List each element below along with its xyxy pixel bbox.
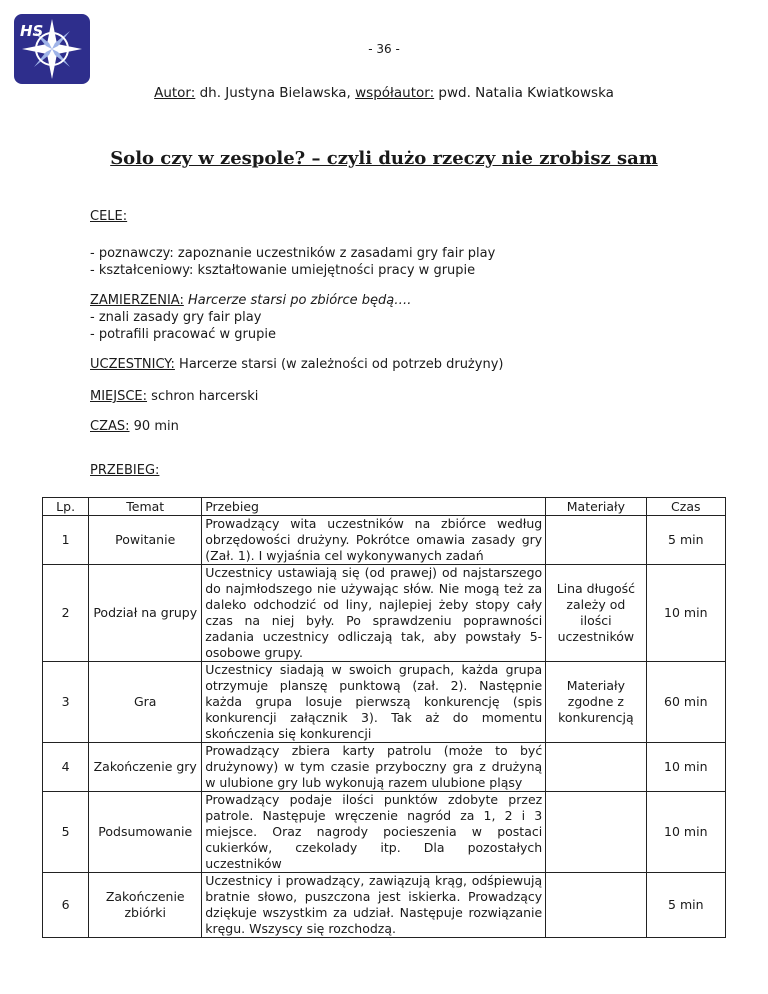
logo-text: HS xyxy=(20,22,44,40)
table-row xyxy=(43,873,726,938)
authors-line xyxy=(0,85,768,101)
cell-materialy xyxy=(546,743,646,792)
miejsce-label: MIEJSCE: xyxy=(90,389,148,404)
cell-temat: Powitanie xyxy=(89,516,202,565)
uczestnicy-value: Harcerze starsi (w zależności od potrzeb drużyny) xyxy=(179,357,504,372)
uczestnicy-line xyxy=(90,356,503,373)
cell-lp: 3 xyxy=(43,662,89,743)
cell-czas: 5 min xyxy=(646,873,725,938)
cell-przebieg: Prowadzący wita uczestników na zbiórce według obrzędowości drużyny. Pokrótce omawia zasady gry (Zał. 1). I wyjaśnia cel wykonywanych zadań xyxy=(202,516,546,565)
cell-czas: 10 min xyxy=(646,792,725,873)
cell-lp: 1 xyxy=(43,516,89,565)
cell-lp: 6 xyxy=(43,873,89,938)
header-lp: Lp. xyxy=(43,498,89,516)
table-row xyxy=(43,743,726,792)
cell-temat: Zakończenie zbiórki xyxy=(89,873,202,938)
table-header-row xyxy=(43,498,726,516)
header-przebieg: Przebieg xyxy=(202,498,546,516)
czas-value: 90 min xyxy=(133,419,179,434)
header-temat: Temat xyxy=(89,498,202,516)
cell-przebieg: Uczestnicy ustawiają się (od prawej) od najstarszego do najmłodszego nie używając słów. Nie mogą też za daleko odchodzić od liny, najlepiej żeby stopy cały czas na niej były. Po sprawdzeniu poprawności zadania uczestnicy odliczają tak, aby powstały 5-osobowe grupy. xyxy=(202,565,546,662)
uczestnicy-label: UCZESTNICY: xyxy=(90,357,175,372)
cell-temat: Gra xyxy=(89,662,202,743)
coauthor-label: współautor: xyxy=(355,85,435,101)
przebieg-label: PRZEBIEG: xyxy=(90,463,160,478)
cell-czas: 60 min xyxy=(646,662,725,743)
cell-temat: Podział na grupy xyxy=(89,565,202,662)
author-label: Autor: xyxy=(154,85,196,101)
cell-przebieg: Uczestnicy siadają w swoich grupach, każda grupa otrzymuje planszę punktową (zał. 2). Następnie każda grupa losuje pierwszą konkurencję (spis konkurencji załącznik 3). Tak aż do momentu skończenia się konkurencji xyxy=(202,662,546,743)
coauthor-name: pwd. Natalia Kwiatkowska xyxy=(438,85,614,101)
header-materialy: Materiały xyxy=(546,498,646,516)
cell-przebieg: Prowadzący zbiera karty patrolu (może to być drużynowy) w tym czasie przyboczny gra z drużyną w ulubione gry lub wykonują razem ulubione pląsy xyxy=(202,743,546,792)
cell-temat: Podsumowanie xyxy=(89,792,202,873)
cele-item: - poznawczy: zapoznanie uczestników z zasadami gry fair play xyxy=(90,246,496,261)
zamierzenia-item: - znali zasady gry fair play xyxy=(90,310,262,325)
author-name: dh. Justyna Bielawska, xyxy=(199,85,351,101)
cele-item: - kształceniowy: kształtowanie umiejętności pracy w grupie xyxy=(90,263,476,278)
header-czas: Czas xyxy=(646,498,725,516)
czas-label: CZAS: xyxy=(90,419,130,434)
table-row xyxy=(43,516,726,565)
zamierzenia-item: - potrafili pracować w grupie xyxy=(90,327,276,342)
page-number: - 36 - xyxy=(368,42,400,56)
cell-przebieg: Uczestnicy i prowadzący, zawiązują krąg, odśpiewują bratnie słowo, puszczona jest iskierka. Prowadzący dziękuje wszystkim za udział. Następuje rozwiązanie kręgu. Wszyscy się rozchodzą. xyxy=(202,873,546,938)
zamierzenia-section xyxy=(90,292,411,343)
page-title: Solo czy w zespole? – czyli dużo rzeczy nie zrobisz sam xyxy=(110,148,658,169)
cell-lp: 5 xyxy=(43,792,89,873)
miejsce-line xyxy=(90,388,258,405)
table-row xyxy=(43,662,726,743)
czas-line xyxy=(90,418,179,435)
schedule-table xyxy=(42,497,726,938)
miejsce-value: schron harcerski xyxy=(151,389,259,404)
zamierzenia-label: ZAMIERZENIA: xyxy=(90,293,184,308)
cell-czas: 10 min xyxy=(646,565,725,662)
cele-label: CELE: xyxy=(90,209,128,224)
cell-temat: Zakończenie gry xyxy=(89,743,202,792)
cell-materialy xyxy=(546,873,646,938)
table-row xyxy=(43,792,726,873)
cell-materialy xyxy=(546,792,646,873)
cele-list xyxy=(90,245,495,279)
zamierzenia-intro: Harcerze starsi po zbiórce będą…. xyxy=(187,293,412,308)
cell-materialy xyxy=(546,516,646,565)
cell-materialy: Lina długość zależy od ilości uczestników xyxy=(546,565,646,662)
cell-czas: 5 min xyxy=(646,516,725,565)
cell-materialy: Materiały zgodne z konkurencją xyxy=(546,662,646,743)
cell-czas: 10 min xyxy=(646,743,725,792)
cell-lp: 4 xyxy=(43,743,89,792)
cell-przebieg: Prowadzący podaje ilości punktów zdobyte przez patrole. Następuje wręczenie nagród za 1, 2 i 3 miejsce. Oraz nagrody pocieszenia w postaci cukierków, czekolady itp. Dla pozostałych uczestników xyxy=(202,792,546,873)
table-row xyxy=(43,565,726,662)
cell-lp: 2 xyxy=(43,565,89,662)
